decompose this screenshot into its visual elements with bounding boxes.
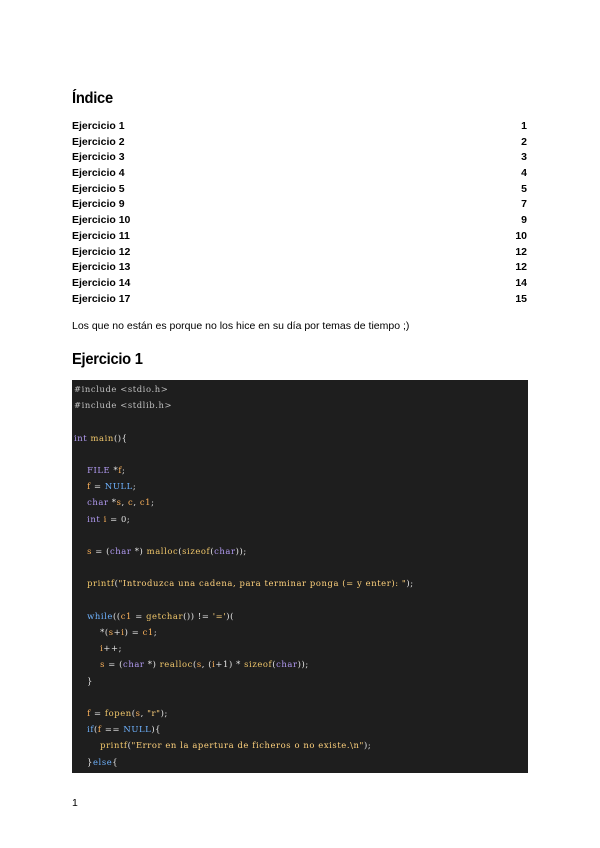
code-line: #include <stdlib.h>: [74, 400, 173, 411]
code-line: if(f == NULL){: [87, 724, 162, 735]
code-line: #include <stdio.h>: [74, 384, 169, 394]
section-title: Ejercicio 1: [72, 351, 143, 368]
toc-entry-page: 12: [515, 261, 527, 274]
toc-entry-label: Ejercicio 4: [72, 167, 125, 180]
toc-entry-page: 5: [521, 182, 527, 195]
toc-entry-page: 10: [515, 229, 527, 242]
toc-entry-page: 4: [521, 167, 527, 180]
code-line: FILE *f;: [87, 465, 126, 475]
index-title: Índice: [72, 90, 113, 107]
toc-entry-label: Ejercicio 3: [72, 151, 125, 164]
code-line: f = fopen(s, "r");: [87, 708, 168, 718]
toc-entry[interactable]: [72, 260, 527, 276]
code-line: i++;: [100, 643, 123, 654]
toc-entry-page: 2: [521, 135, 527, 148]
code-line: char *s, c, c1;: [87, 497, 155, 508]
toc-entry[interactable]: [72, 135, 527, 151]
toc-entry-page: 1: [521, 120, 527, 132]
toc-entry-page: 9: [521, 214, 527, 227]
code-line: while((c1 = getchar()) != '=')(: [87, 610, 234, 621]
toc-entry[interactable]: [72, 197, 527, 213]
toc-entry-label: Ejercicio 9: [72, 198, 125, 211]
toc-entry-label: Ejercicio 2: [72, 135, 125, 148]
toc-entry-label: Ejercicio 10: [72, 214, 131, 227]
toc-entry-page: 3: [521, 151, 527, 164]
toc-entry-label: Ejercicio 12: [72, 245, 131, 258]
toc-entry[interactable]: [72, 292, 527, 308]
code-line: s = (char *) malloc(sizeof(char));: [87, 546, 247, 556]
code-line: }: [74, 675, 93, 686]
toc-entry[interactable]: [72, 245, 527, 261]
toc-entry-page: 12: [515, 245, 527, 258]
toc-entry[interactable]: [72, 150, 527, 166]
note-text: Los que no están es porque no los hice en su día por temas de tiempo ;): [72, 320, 410, 332]
code-block: [72, 380, 528, 773]
toc-entry[interactable]: [72, 182, 527, 198]
code-line: int main(){: [74, 432, 128, 443]
toc-entry[interactable]: [72, 213, 527, 229]
toc-entry-label: Ejercicio 17: [72, 292, 131, 305]
toc-entry[interactable]: [72, 119, 527, 135]
toc-entry[interactable]: [72, 276, 527, 292]
toc-entry-label: Ejercicio 13: [72, 261, 131, 274]
code-line: s = (char *) realloc(s, (i+1) * sizeof(char));: [100, 659, 309, 670]
code-line: printf("Error en la apertura de ficheros o no existe.\n");: [100, 740, 372, 751]
code-line: f = NULL;: [87, 481, 137, 492]
code-line: }else{: [74, 756, 119, 767]
code-line: printf("Introduzca una cadena, para terminar ponga (= y enter): ");: [87, 578, 414, 589]
toc-entry-page: 15: [515, 292, 527, 305]
toc-entry-label: Ejercicio 1: [72, 120, 125, 132]
toc-entry-page: 14: [515, 276, 527, 289]
code-line: int i = 0;: [87, 513, 131, 524]
code-line: *(s+i) = c1;: [74, 627, 158, 637]
toc-entry-page: 7: [521, 198, 527, 211]
table-of-contents: [72, 119, 527, 307]
toc-entry-label: Ejercicio 5: [72, 182, 125, 195]
toc-entry[interactable]: [72, 229, 527, 245]
toc-entry[interactable]: [72, 166, 527, 182]
toc-entry-label: Ejercicio 14: [72, 276, 131, 289]
page-number: 1: [72, 797, 78, 809]
toc-entry-label: Ejercicio 11: [72, 229, 130, 242]
